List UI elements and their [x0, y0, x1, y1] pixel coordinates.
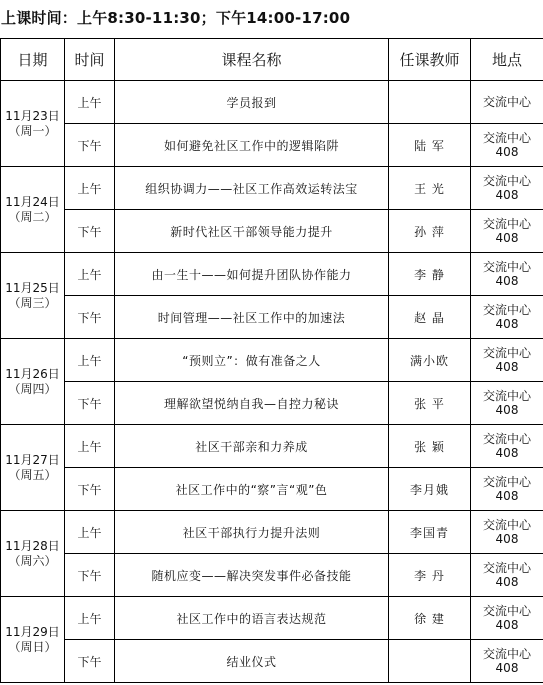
date-text: 11月27日	[5, 452, 60, 467]
table-row	[1, 554, 543, 597]
header-time: 时间	[65, 39, 115, 81]
place-name: 交流中心	[482, 561, 531, 575]
header-course: 课程名称	[115, 39, 389, 81]
session-time: 下午	[65, 296, 115, 339]
place-name: 交流中心	[482, 432, 531, 446]
course-name: 新时代社区干部领导能力提升	[115, 210, 389, 253]
place-name: 交流中心	[482, 604, 531, 618]
date-cell	[1, 253, 65, 339]
session-time: 下午	[65, 382, 115, 425]
teacher-name: 李 丹	[389, 554, 471, 597]
place-name: 交流中心	[482, 95, 531, 109]
place-cell	[471, 511, 543, 554]
teacher-name: 陆 军	[389, 124, 471, 167]
table-row	[1, 597, 543, 640]
session-time: 上午	[65, 167, 115, 210]
date-text: 11月25日	[5, 280, 60, 295]
teacher-name	[389, 81, 471, 124]
table-row	[1, 425, 543, 468]
place-name: 交流中心	[482, 389, 531, 403]
table-row	[1, 296, 543, 339]
place-name: 交流中心	[482, 346, 531, 360]
table-row	[1, 124, 543, 167]
place-cell	[471, 382, 543, 425]
room-number: 408	[495, 575, 519, 589]
room-number: 408	[495, 661, 519, 675]
course-name: 理解欲望悦纳自我—自控力秘诀	[115, 382, 389, 425]
place-cell	[471, 296, 543, 339]
place-cell	[471, 339, 543, 382]
weekday-text: （周二）	[8, 209, 57, 224]
session-time: 上午	[65, 425, 115, 468]
teacher-name: 徐 建	[389, 597, 471, 640]
weekday-text: （周日）	[8, 639, 57, 654]
course-name: 时间管理——社区工作中的加速法	[115, 296, 389, 339]
room-number: 408	[495, 532, 519, 546]
place-cell	[471, 425, 543, 468]
session-time: 下午	[65, 640, 115, 683]
table-row	[1, 339, 543, 382]
course-name: 学员报到	[115, 81, 389, 124]
header-place: 地点	[471, 39, 543, 81]
table-row	[1, 167, 543, 210]
place-cell	[471, 554, 543, 597]
session-time: 上午	[65, 253, 115, 296]
room-number: 408	[495, 188, 519, 202]
place-name: 交流中心	[482, 303, 531, 317]
session-time: 上午	[65, 511, 115, 554]
course-name: 社区干部亲和力养成	[115, 425, 389, 468]
course-name: 随机应变——解决突发事件必备技能	[115, 554, 389, 597]
session-time: 下午	[65, 554, 115, 597]
date-cell	[1, 339, 65, 425]
teacher-name: 张 平	[389, 382, 471, 425]
room-number: 408	[495, 360, 519, 374]
date-text: 11月26日	[5, 366, 60, 381]
place-cell	[471, 640, 543, 683]
room-number: 408	[495, 489, 519, 503]
place-name: 交流中心	[482, 475, 531, 489]
weekday-text: （周三）	[8, 295, 57, 310]
schedule-body	[1, 81, 543, 683]
teacher-name: 赵 晶	[389, 296, 471, 339]
course-name: 社区干部执行力提升法则	[115, 511, 389, 554]
course-name: 组织协调力——社区工作高效运转法宝	[115, 167, 389, 210]
date-text: 11月28日	[5, 538, 60, 553]
date-cell	[1, 511, 65, 597]
course-name: 由一生十——如何提升团队协作能力	[115, 253, 389, 296]
session-time: 上午	[65, 597, 115, 640]
teacher-name: 张 颖	[389, 425, 471, 468]
place-cell	[471, 167, 543, 210]
room-number: 408	[495, 403, 519, 417]
date-cell	[1, 425, 65, 511]
weekday-text: （周六）	[8, 553, 57, 568]
header-teacher: 任课教师	[389, 39, 471, 81]
header-date: 日期	[1, 39, 65, 81]
course-name: 如何避免社区工作中的逻辑陷阱	[115, 124, 389, 167]
place-name: 交流中心	[482, 174, 531, 188]
place-cell	[471, 253, 543, 296]
place-cell	[471, 597, 543, 640]
session-time: 下午	[65, 468, 115, 511]
date-cell	[1, 597, 65, 683]
table-row	[1, 253, 543, 296]
date-cell	[1, 167, 65, 253]
place-name: 交流中心	[482, 131, 531, 145]
table-row	[1, 210, 543, 253]
course-name: “预则立”：做有准备之人	[115, 339, 389, 382]
teacher-name: 李月娥	[389, 468, 471, 511]
table-row	[1, 511, 543, 554]
room-number: 408	[495, 317, 519, 331]
date-text: 11月24日	[5, 194, 60, 209]
room-number: 408	[495, 231, 519, 245]
table-row	[1, 640, 543, 683]
table-row	[1, 468, 543, 511]
course-name: 社区工作中的语言表达规范	[115, 597, 389, 640]
table-row	[1, 382, 543, 425]
place-cell	[471, 210, 543, 253]
header-row	[1, 39, 543, 81]
place-name: 交流中心	[482, 260, 531, 274]
date-cell	[1, 81, 65, 167]
session-time: 上午	[65, 339, 115, 382]
place-cell	[471, 468, 543, 511]
date-text: 11月23日	[5, 108, 60, 123]
teacher-name: 李 静	[389, 253, 471, 296]
teacher-name: 王 光	[389, 167, 471, 210]
place-cell	[471, 124, 543, 167]
room-number: 408	[495, 145, 519, 159]
table-row	[1, 81, 543, 124]
date-text: 11月29日	[5, 624, 60, 639]
teacher-name: 孙 萍	[389, 210, 471, 253]
session-time: 下午	[65, 210, 115, 253]
session-time: 上午	[65, 81, 115, 124]
room-number: 408	[495, 274, 519, 288]
place-name: 交流中心	[482, 518, 531, 532]
room-number: 408	[495, 446, 519, 460]
course-name: 结业仪式	[115, 640, 389, 683]
schedule-table	[0, 38, 543, 683]
place-name: 交流中心	[482, 217, 531, 231]
class-hours: 上课时间：上午8:30-11:30；下午14:00-17:00	[1, 9, 351, 27]
course-name: 社区工作中的“察”言“观”色	[115, 468, 389, 511]
teacher-name: 满小欧	[389, 339, 471, 382]
weekday-text: （周五）	[8, 467, 57, 482]
session-time: 下午	[65, 124, 115, 167]
teacher-name	[389, 640, 471, 683]
room-number: 408	[495, 618, 519, 632]
place-cell	[471, 81, 543, 124]
weekday-text: （周四）	[8, 381, 57, 396]
place-name: 交流中心	[482, 647, 531, 661]
weekday-text: （周一）	[8, 123, 57, 138]
teacher-name: 李国青	[389, 511, 471, 554]
